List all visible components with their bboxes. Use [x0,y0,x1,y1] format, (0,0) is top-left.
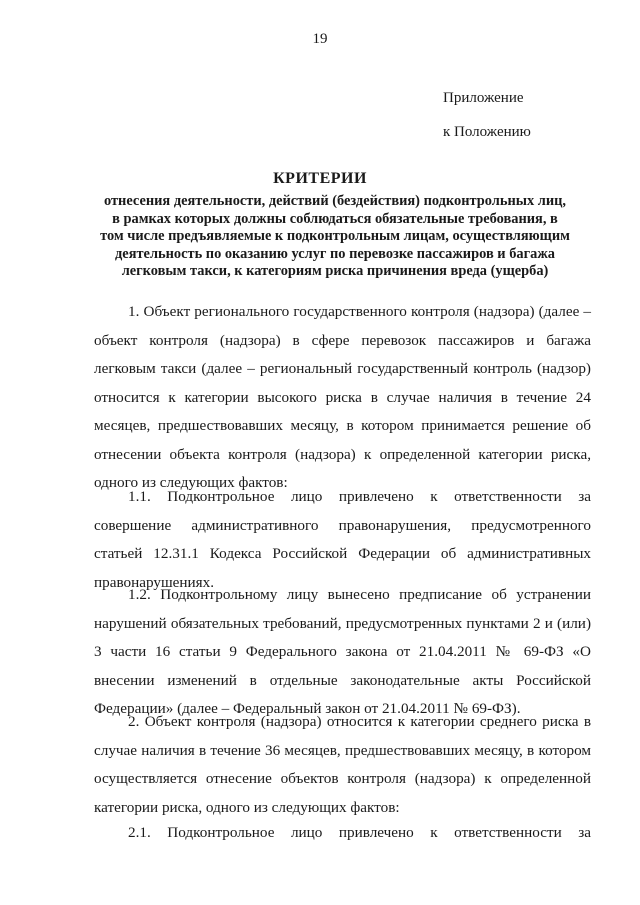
paragraph-1-2: 1.2. Подконтрольному лицу вынесено предписание об устранении нарушений обязательных требований, предусмотренных пунктами 2 и (или) 3 части 16 статьи 9 Федерального закона от 21.04.2011 № 69-ФЗ «О внесении изменений в отдельные законодательные акты Российской Федерации» (далее – Федеральный закон от 21.04.2011 № 69-ФЗ). [94,586,591,717]
document-title: КРИТЕРИИ [273,170,367,187]
paragraph-2-1: 2.1. Подконтрольное лицо привлечено к ответственности за [128,824,591,841]
page-number: 19 [312,31,328,47]
annex-label: Приложение [443,90,524,106]
paragraph-1: 1. Объект регионального государственного контроля (надзора) (далее – объект контроля (надзора) в сфере перевозок пассажиров и багажа легковым такси (далее – региональный государственный контроль (надзор) относится к категории высокого риска в случае наличия в течение 24 месяцев, предшествовавших месяцу, в котором принимается решение об отнесении объекта контроля (надзора) к определенной категории риска, одного из следующих фактов: [94,303,591,491]
document-subtitle: отнесения деятельности, действий (бездействия) подконтрольных лиц, в рамках которых должны соблюдаться обязательные требования, в том числе предъявляемые к подконтрольным лицам, осуществляющим деятельность по оказанию услуг по перевозке пассажиров и багажа легковым такси, к категориям риска причинения вреда (ущерба) [100,193,570,280]
paragraph-1-1: 1.1. Подконтрольное лицо привлечено к ответственности за совершение административного правонарушения, предусмотренного статьей 12.31.1 Кодекса Российской Федерации об административных правонарушениях. [94,488,591,591]
paragraph-2: 2. Объект контроля (надзора) относится к категории среднего риска в случае наличия в течение 36 месяцев, предшествовавших месяцу, в котором осуществляется отнесение объектов контроля (надзора) к определенной категории риска, одного из следующих фактов: [94,713,591,816]
annex-reference: к Положению [443,124,531,140]
